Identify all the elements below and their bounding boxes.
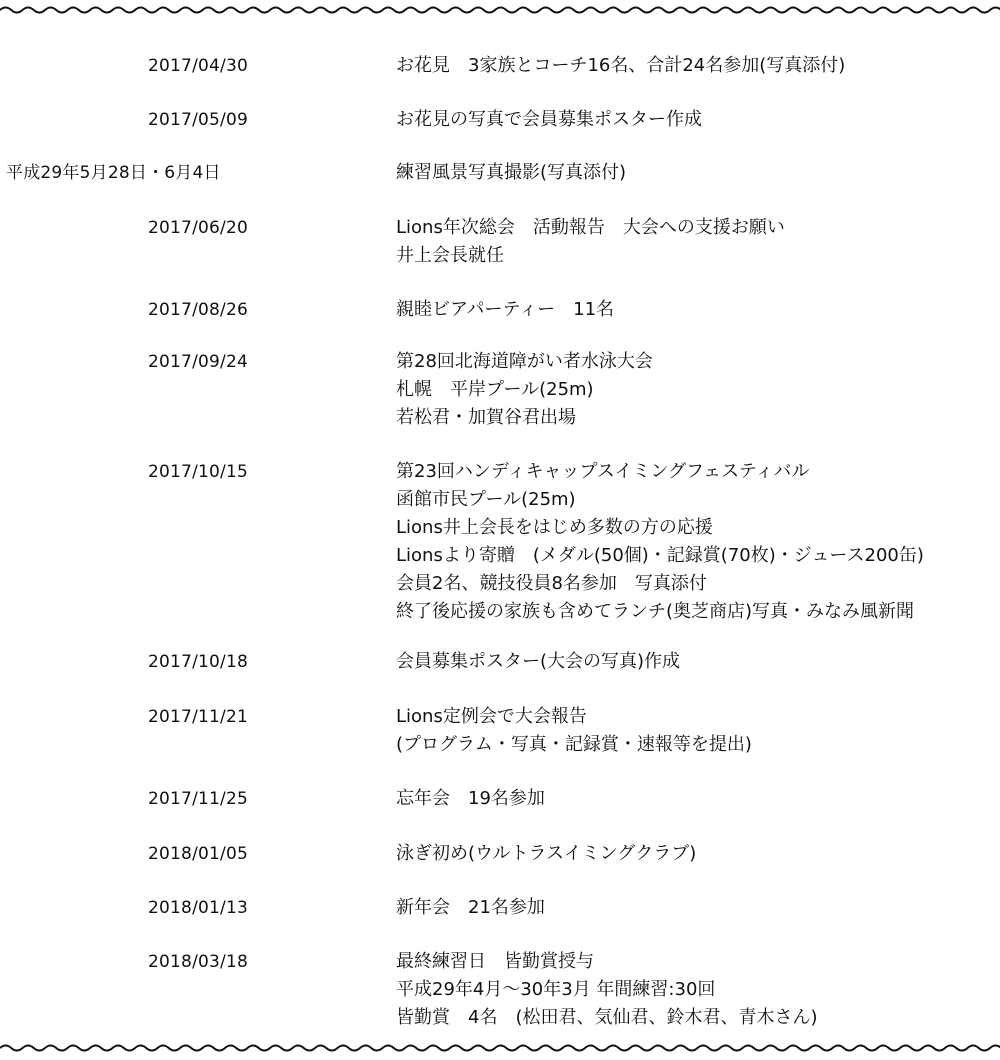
entry-line: 泳ぎ初め(ウルトラスイミングクラブ) — [396, 843, 697, 864]
entry-line: 若松君・加賀谷君出場 — [396, 407, 576, 428]
entry-description — [396, 296, 1000, 324]
entry-line: 札幌 平岸プール(25m) — [396, 379, 594, 400]
entry-date: 2018/03/18 — [148, 952, 248, 972]
entry-line: お花見の写真で会員募集ポスター作成 — [396, 109, 702, 130]
entry-description — [396, 894, 1000, 922]
entry-date: 2017/10/18 — [148, 652, 248, 672]
entry-date: 2017/05/09 — [148, 110, 248, 130]
entry-description — [396, 159, 1000, 187]
entry-description — [396, 785, 1000, 813]
top-wave-svg — [0, 2, 1000, 18]
entry-date: 2017/08/26 — [148, 300, 248, 320]
entry-line: 忘年会 19名参加 — [396, 788, 545, 809]
entry-description — [396, 214, 1000, 270]
entry-line: 第28回北海道障がい者水泳大会 — [396, 351, 653, 372]
entry-date: 平成29年5月28日・6月4日 — [6, 163, 221, 183]
top-wave-border — [0, 2, 1000, 18]
entry-description — [396, 458, 1000, 626]
entry-description — [396, 948, 1000, 1032]
entry-line: 新年会 21名参加 — [396, 897, 545, 918]
entry-line: 最終練習日 皆勤賞授与 — [396, 951, 594, 972]
entry-line: Lions定例会で大会報告 — [396, 706, 587, 727]
entry-description — [396, 52, 1000, 80]
entry-date: 2017/11/21 — [148, 707, 248, 727]
entry-line: 第23回ハンディキャップスイミングフェスティバル — [396, 461, 810, 482]
entry-line: Lionsより寄贈 (メダル(50個)・記録賞(70枚)・ジュース200缶) — [396, 545, 924, 566]
entry-date: 2017/06/20 — [148, 218, 248, 238]
entry-date: 2018/01/13 — [148, 898, 248, 918]
entry-line: 皆勤賞 4名 (松田君、気仙君、鈴木君、青木さん) — [396, 1007, 818, 1028]
entry-line: 会員2名、競技役員8名参加 写真添付 — [396, 573, 707, 594]
entry-description — [396, 348, 1000, 432]
entry-line: お花見 3家族とコーチ16名、合計24名参加(写真添付) — [396, 55, 846, 76]
entry-description — [396, 703, 1000, 759]
entry-description — [396, 106, 1000, 134]
entry-date: 2017/10/15 — [148, 462, 248, 482]
entry-line: (プログラム・写真・記録賞・速報等を提出) — [396, 734, 752, 755]
entry-line: Lions井上会長をはじめ多数の方の応援 — [396, 517, 713, 538]
entry-line: 練習風景写真撮影(写真添付) — [396, 162, 627, 183]
entry-date: 2017/11/25 — [148, 789, 248, 809]
entry-line: 井上会長就任 — [396, 245, 504, 266]
entry-description — [396, 648, 1000, 676]
entry-date: 2017/09/24 — [148, 352, 248, 372]
bottom-wave-svg — [0, 1040, 1000, 1056]
entry-date: 2017/04/30 — [148, 56, 248, 76]
entry-line: 平成29年4月～30年3月 年間練習:30回 — [396, 979, 716, 1000]
entry-date: 2018/01/05 — [148, 844, 248, 864]
entry-line: Lions年次総会 活動報告 大会への支援お願い — [396, 217, 785, 238]
entry-description — [396, 840, 1000, 868]
bottom-wave-border — [0, 1040, 1000, 1056]
entry-line: 函館市民プール(25m) — [396, 489, 576, 510]
entry-line: 親睦ビアパーティー 11名 — [396, 299, 615, 320]
entry-line: 終了後応援の家族も含めてランチ(奥芝商店)写真・みなみ風新聞 — [396, 601, 915, 622]
entry-line: 会員募集ポスター(大会の写真)作成 — [396, 651, 681, 672]
